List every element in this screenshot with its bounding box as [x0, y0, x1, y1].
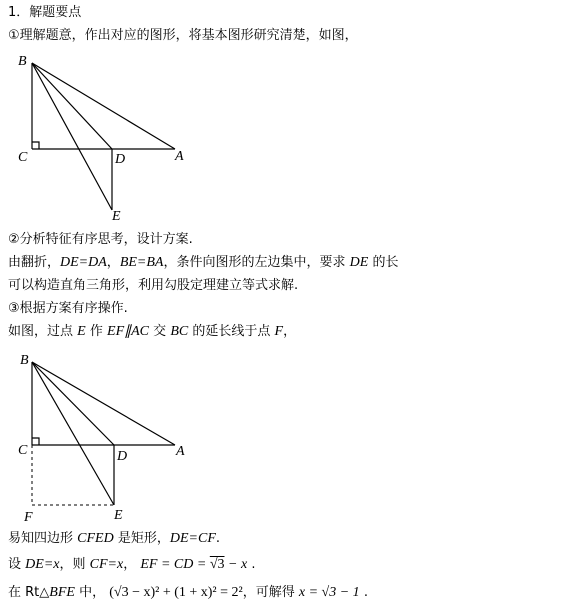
construction-p4: 的延长线于点: [192, 324, 271, 339]
analysis-suffix: 的长: [372, 255, 399, 270]
analysis-mid: ，条件向图形的左边集中，要求: [163, 255, 346, 270]
fig2-label-a: A: [176, 444, 185, 459]
quad-cfed: CFED: [77, 531, 114, 546]
figure-1: [0, 50, 200, 225]
step1-text: ①理解题意，作出对应的图形，将基本图形研究清楚，如图，: [8, 28, 358, 43]
rect-p3: .: [215, 531, 221, 546]
analysis-sep: ，: [106, 255, 120, 270]
sqrt-3: √3: [209, 557, 225, 572]
construction-p2: 作: [89, 324, 103, 339]
construction-line: [8, 323, 296, 341]
fig2-segment-be: [32, 362, 114, 505]
minus-x: − x: [224, 557, 248, 572]
rt-p4: .: [363, 585, 368, 600]
fig1-label-d: D: [115, 152, 126, 167]
analysis-line-2: 可以构造直角三角形，利用勾股定理建立等式求解.: [8, 278, 299, 293]
eq-ef-cd: EF = CD =: [140, 557, 210, 572]
solution: x = √3 − 1: [298, 585, 360, 600]
eq-cf-x: CF=x: [89, 557, 124, 572]
step2-text: ②分析特征有序思考，设计方案.: [8, 232, 193, 247]
eq-de-x: DE=x: [25, 557, 60, 572]
heading: 1．解题要点: [8, 5, 82, 20]
point-e: E: [77, 324, 86, 339]
fig1-right-angle-mark: [32, 142, 39, 149]
fig2-label-e: E: [114, 508, 123, 523]
ef-parallel-ac: EF∥AC: [107, 324, 150, 339]
fig1-segment-ba: [32, 63, 175, 149]
rt-p3: ，可解得: [242, 585, 295, 600]
fig1-label-c: C: [18, 150, 28, 165]
construction-p1: 如图，过点: [8, 324, 74, 339]
fig2-segment-ba: [32, 362, 175, 445]
rt-p2: 中，: [79, 585, 106, 600]
rt-p1: 在 Rt△: [8, 585, 50, 600]
step3-text: ③根据方案有序操作.: [8, 301, 128, 316]
rect-p2: 是矩形，: [117, 531, 170, 546]
fig2-label-f: F: [24, 510, 33, 525]
let-p4: .: [251, 557, 256, 572]
figure-2: [0, 348, 200, 526]
fig2-right-angle-mark: [32, 438, 39, 445]
construction-p5: ，: [283, 324, 297, 339]
rectangle-line: [8, 530, 220, 548]
point-f: F: [274, 324, 284, 339]
construction-p3: 交: [153, 324, 167, 339]
pythagorean-equation: (√3 − x)² + (1 + x)² = 2²: [109, 585, 243, 600]
fig2-label-d: D: [117, 449, 128, 464]
let-p2: ，则: [59, 557, 86, 572]
triangle-bfe: BFE: [49, 585, 75, 600]
let-line: [8, 556, 255, 574]
rect-p1: 易知四边形: [8, 531, 74, 546]
let-p3: ，: [123, 557, 137, 572]
fig1-label-b: B: [18, 54, 27, 69]
fig2-label-b: B: [20, 353, 29, 368]
segment-bc: BC: [170, 324, 189, 339]
eq-be-ba: BE=BA: [119, 255, 164, 270]
fig1-label-e: E: [112, 209, 121, 224]
eq-de-da: DE=DA: [60, 255, 107, 270]
analysis-line-1: [8, 254, 398, 272]
eq-de-cf: DE=CF: [169, 531, 216, 546]
rt-triangle-line: [8, 584, 368, 602]
analysis-prefix: 由翻折，: [8, 255, 61, 270]
var-de: DE: [349, 255, 369, 270]
fig2-label-c: C: [18, 443, 28, 458]
let-p1: 设: [8, 557, 22, 572]
fig1-label-a: A: [175, 149, 184, 164]
